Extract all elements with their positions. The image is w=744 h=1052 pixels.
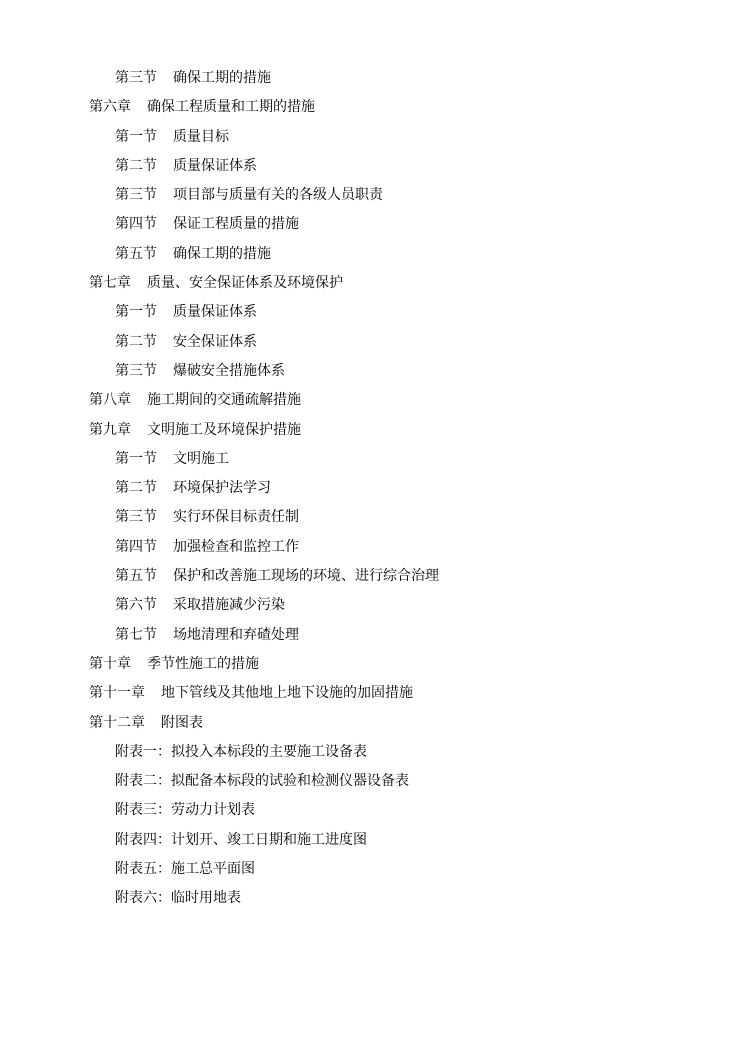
toc-entry-title: 质量保证体系 <box>173 157 257 174</box>
toc-entry-number: 第七节 <box>115 626 157 643</box>
toc-entry-title: 附表二：拟配备本标段的试验和检测仪器设备表 <box>115 773 409 790</box>
toc-entry-title: 项目部与质量有关的各级人员职责 <box>173 187 383 204</box>
toc-section-entry <box>0 123 744 152</box>
toc-chapter-entry <box>0 269 744 298</box>
toc-entry-title: 附表三：劳动力计划表 <box>115 802 255 819</box>
toc-entry-title: 爆破安全措施体系 <box>173 362 285 379</box>
toc-section-entry <box>0 64 744 93</box>
toc-chapter-entry <box>0 416 744 445</box>
toc-entry-number: 第二节 <box>115 480 157 497</box>
toc-entry-number: 第三节 <box>115 187 157 204</box>
toc-entry-number: 第九章 <box>89 421 131 438</box>
toc-entry-title: 采取措施减少污染 <box>173 597 285 614</box>
toc-section-entry <box>0 503 744 532</box>
toc-chapter-entry <box>0 709 744 738</box>
toc-section-entry <box>0 474 744 503</box>
toc-entry-title: 附表一：拟投入本标段的主要施工设备表 <box>115 743 367 760</box>
toc-section-entry <box>0 767 744 796</box>
toc-section-entry <box>0 298 744 327</box>
toc-entry-number: 第三节 <box>115 509 157 526</box>
toc-entry-number: 第八章 <box>89 392 131 409</box>
toc-entry-number: 第五节 <box>115 245 157 262</box>
toc-entry-number: 第三节 <box>115 362 157 379</box>
toc-entry-number: 第七章 <box>89 275 131 292</box>
toc-entry-title: 确保工程质量和工期的措施 <box>147 99 315 116</box>
toc-section-entry <box>0 826 744 855</box>
toc-entry-number: 第六章 <box>89 99 131 116</box>
toc-entry-title: 附表六：临时用地表 <box>115 890 241 907</box>
toc-section-entry <box>0 328 744 357</box>
toc-section-entry <box>0 152 744 181</box>
toc-entry-number: 第二节 <box>115 333 157 350</box>
toc-entry-number: 第六节 <box>115 597 157 614</box>
toc-section-entry <box>0 796 744 825</box>
toc-chapter-entry <box>0 386 744 415</box>
toc-entry-title: 场地清理和弃碴处理 <box>173 626 299 643</box>
toc-entry-title: 文明施工及环境保护措施 <box>147 421 301 438</box>
toc-entry-number: 第十一章 <box>89 685 145 702</box>
toc-entry-title: 施工期间的交通疏解措施 <box>147 392 301 409</box>
toc-entry-number: 第一节 <box>115 450 157 467</box>
toc-entry-title: 加强检查和监控工作 <box>173 538 299 555</box>
toc-entry-title: 实行环保目标责任制 <box>173 509 299 526</box>
toc-entry-number: 第一节 <box>115 128 157 145</box>
toc-entry-title: 地下管线及其他地上地下设施的加固措施 <box>161 685 413 702</box>
toc-section-entry <box>0 562 744 591</box>
toc-entry-title: 确保工期的措施 <box>173 70 271 86</box>
toc-chapter-entry <box>0 650 744 679</box>
toc-entry-title: 质量、安全保证体系及环境保护 <box>147 275 343 292</box>
toc-entry-title: 文明施工 <box>173 450 229 467</box>
toc-section-entry <box>0 181 744 210</box>
toc-section-entry <box>0 533 744 562</box>
toc-entry-title: 确保工期的措施 <box>173 245 271 262</box>
toc-section-entry <box>0 738 744 767</box>
toc-entry-title: 季节性施工的措施 <box>147 655 259 672</box>
toc-section-entry <box>0 357 744 386</box>
toc-entry-title: 安全保证体系 <box>173 333 257 350</box>
toc-entry-number: 第三节 <box>115 70 157 86</box>
toc-entry-title: 附图表 <box>161 714 203 731</box>
toc-entry-title: 附表五：施工总平面图 <box>115 861 255 878</box>
table-of-contents <box>0 64 744 914</box>
toc-section-entry <box>0 591 744 620</box>
toc-entry-title: 质量目标 <box>173 128 229 145</box>
toc-entry-number: 第十二章 <box>89 714 145 731</box>
toc-section-entry <box>0 445 744 474</box>
toc-section-entry <box>0 884 744 913</box>
toc-entry-number: 第五节 <box>115 568 157 585</box>
toc-entry-number: 第二节 <box>115 157 157 174</box>
toc-entry-title: 附表四：计划开、竣工日期和施工进度图 <box>115 831 367 848</box>
toc-entry-number: 第四节 <box>115 538 157 555</box>
toc-entry-number: 第十章 <box>89 655 131 672</box>
toc-section-entry <box>0 855 744 884</box>
toc-chapter-entry <box>0 679 744 708</box>
toc-entry-title: 质量保证体系 <box>173 304 257 321</box>
toc-entry-title: 环境保护法学习 <box>173 480 271 497</box>
toc-entry-number: 第四节 <box>115 216 157 233</box>
toc-section-entry <box>0 210 744 239</box>
toc-entry-number: 第一节 <box>115 304 157 321</box>
toc-section-entry <box>0 621 744 650</box>
toc-entry-title: 保证工程质量的措施 <box>173 216 299 233</box>
toc-entry-title: 保护和改善施工现场的环境、进行综合治理 <box>173 568 439 585</box>
toc-chapter-entry <box>0 93 744 122</box>
toc-section-entry <box>0 240 744 269</box>
